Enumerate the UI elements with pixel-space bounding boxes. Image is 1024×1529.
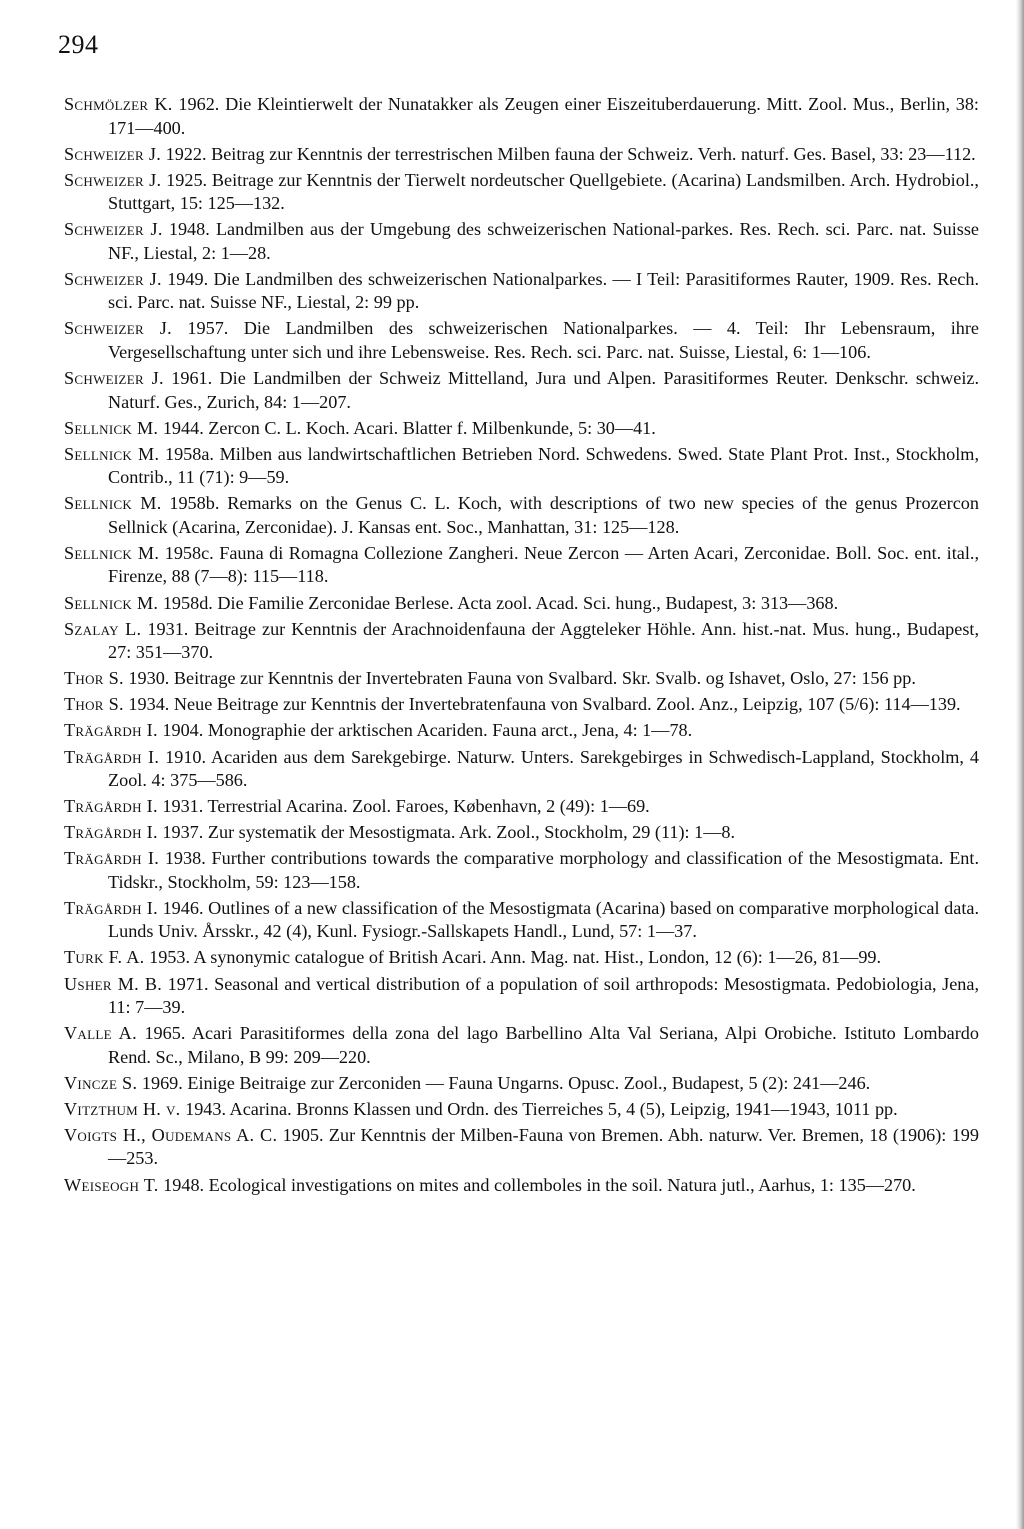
reference-entry [64,719,979,743]
reference-author: Thor S. [64,668,124,689]
reference-author: Trägårdh I. [64,796,158,817]
reference-entry [64,795,979,819]
reference-text: 1953. A synonymic catalogue of British Acari. Ann. Mag. nat. Hist., London, 12 (6): 1—26, 81—99. [144,947,882,968]
reference-author: Vincze S. [64,1072,138,1093]
reference-author: Schweizer J. [64,318,172,339]
reference-author: Schweizer J. [64,219,163,240]
reference-text: 1946. Outlines of a new classification of the Mesostigmata (Acarina) based on comparative morphological data. Lunds Univ. Årsskr., 42 (4), Kunl. Fysiogr.-Sallskapets Handl., Lund, 57: 1—37. [108,897,979,942]
reference-entry [64,218,979,265]
reference-text: 1948. Landmilben aus der Umgebung des schweizerischen National-parkes. Res. Rech. sci. Parc. nat. Suisse NF., Liestal, 2: 1—28. [108,219,979,263]
reference-entry [64,417,979,441]
reference-entry [64,542,979,589]
reference-text: 1922. Beitrag zur Kenntnis der terrestrischen Milben fauna der Schweiz. Verh. naturf. Ges. Basel, 33: 23—112. [161,143,976,164]
reference-entry [64,1098,979,1122]
reference-author: Usher M. B. [64,973,163,994]
reference-author: Sellnick M. [64,443,160,464]
reference-text: 1957. Die Landmilben des schweizerischen Nationalparkes. — 4. Teil: Ihr Lebensraum, ihre Vergesellschaftung unter sich und ihre Lebensweise. Res. Rech. sci. Parc. nat. Suisse, Liestal, 6: 1—106. [108,318,979,362]
reference-entry [64,492,979,539]
reference-text: 1910. Acariden aus dem Sarekgebirge. Naturw. Unters. Sarekgebirges in Schwedisch-Lappland, Stockholm, 4 Zool. 4: 375—586. [108,746,979,790]
reference-author: Trägårdh I. [64,822,158,843]
reference-entry [64,667,979,691]
reference-text: 1938. Further contributions towards the comparative morphology and classification of the Mesostigmata. Ent. Tidskr., Stockholm, 59: 123—158. [108,848,979,892]
reference-text: 1905. Zur Kenntnis der Milben-Fauna von Bremen. Abh. naturw. Ver. Bremen, 18 (1906): 199—253. [108,1124,979,1169]
reference-entry [64,821,979,845]
reference-author: Sellnick M. [64,592,159,613]
reference-text: 1937. Zur systematik der Mesostigmata. Ark. Zool., Stockholm, 29 (11): 1—8. [157,822,736,843]
reference-text: 1943. Acarina. Bronns Klassen und Ordn. des Tierreiches 5, 4 (5), Leipzig, 1941—1943, 1011 pp. [180,1098,898,1119]
scan-edge-shadow [1016,0,1024,1529]
reference-author: Trägårdh I. [64,746,160,767]
reference-author: Trägårdh I. [64,720,158,741]
reference-text: 1958a. Milben aus landwirtschaftlichen Betrieben Nord. Schwedens. Swed. State Plant Prot. Inst., Stockholm, Contrib., 11 (71): 9—59. [108,443,979,488]
reference-text: 1961. Die Landmilben der Schweiz Mittelland, Jura und Alpen. Parasitiformes Reuter. Denkschr. schweiz. Naturf. Ges., Zurich, 84: 1—207. [108,368,979,412]
reference-entry [64,1124,979,1171]
reference-text: 1971. Seasonal and vertical distribution of a population of soil arthropods: Mesostigmata. Pedobiologia, Jena, 11: 7—39. [108,973,979,1018]
reference-author: Sellnick M. [64,417,159,438]
reference-entry [64,1072,979,1096]
reference-entry [64,973,979,1020]
reference-text: 1925. Beitrage zur Kenntnis der Tierwelt nordeutscher Quellgebiete. (Acarina) Landsmilben. Arch. Hydrobiol., Stuttgart, 15: 125—132. [108,169,979,214]
reference-text: 1965. Acari Parasitiformes della zona del lago Barbellino Alta Val Seriana, Alpi Orobiche. Istituto Lombardo Rend. Sc., Milano, B 99: 209—220. [108,1023,979,1067]
reference-entry [64,1174,979,1198]
reference-text: 1931. Beitrage zur Kenntnis der Arachnoidenfauna der Aggteleker Höhle. Ann. hist.-nat. Mus. hung., Budapest, 27: 351—370. [108,618,980,663]
reference-text: 1958c. Fauna di Romagna Collezione Zangheri. Neue Zercon — Arten Acari, Zerconidae. Boll. Soc. ent. ital., Firenze, 88 (7—8): 115—118. [108,542,979,587]
reference-text: 1949. Die Landmilben des schweizerischen Nationalparkes. — I Teil: Parasitiformes Rauter, 1909. Res. Rech. sci. Parc. nat. Suisse NF., Liestal, 2: 99 pp. [108,268,980,313]
reference-author: Trägårdh I. [64,897,158,918]
reference-entry [64,746,979,793]
reference-author: Schmölzer K. [64,94,173,114]
reference-author: Schweizer J. [64,368,164,389]
reference-entry [64,847,979,894]
reference-entry [64,897,979,944]
reference-author: Trägårdh I. [64,848,160,869]
reference-text: 1958b. Remarks on the Genus C. L. Koch, with descriptions of two new species of the genus Prozercon Sellnick (Acarina, Zerconidae). J. Kansas ent. Soc., Manhattan, 31: 125—128. [108,493,979,537]
reference-entry [64,946,979,970]
reference-entry [64,1022,979,1069]
reference-author: Weiseogh T. [64,1174,159,1195]
reference-author: Sellnick M. [64,493,162,514]
reference-entry [64,143,979,167]
reference-author: Sellnick M. [64,542,160,563]
reference-author: Valle A. [64,1023,137,1044]
reference-text: 1969. Einige Beitraige zur Zerconiden — Fauna Ungarns. Opusc. Zool., Budapest, 5 (2): 241—246. [137,1072,871,1093]
reference-entry [64,268,979,315]
reference-author: Schweizer J. [64,143,162,164]
reference-text: 1958d. Die Familie Zerconidae Berlese. Acta zool. Acad. Sci. hung., Budapest, 3: 313—368. [158,592,839,613]
reference-author: Szalay L. [64,618,142,639]
reference-entry [64,317,979,364]
reference-text: 1934. Neue Beitrage zur Kenntnis der Invertebratenfauna von Svalbard. Zool. Anz., Leipzig, 107 (5/6): 114—139. [123,694,961,715]
reference-entry [64,592,979,616]
reference-list [64,93,979,1200]
reference-entry [64,443,979,490]
reference-author: Schweizer J. [64,169,162,190]
reference-text: 1930. Beitrage zur Kenntnis der Invertebraten Fauna von Svalbard. Skr. Svalb. og Ishavet, Oslo, 27: 156 pp. [123,668,916,689]
reference-entry [64,618,979,665]
reference-author: Schweizer J. [64,268,162,289]
reference-entry [64,367,979,414]
reference-text: 1962. Die Kleintierwelt der Nunatakker als Zeugen einer Eiszeituberdauerung. Mitt. Zool. Mus., Berlin, 38: 171—400. [108,94,979,138]
reference-author: Thor S. [64,694,124,715]
reference-text: 1931. Terrestrial Acarina. Zool. Faroes, København, 2 (49): 1—69. [157,796,650,817]
reference-entry [64,93,979,140]
reference-author: Vitzthum H. v. [64,1098,181,1119]
reference-text: 1944. Zercon C. L. Koch. Acari. Blatter f. Milbenkunde, 5: 30—41. [158,417,656,438]
reference-author: Voigts H., Oudemans A. C. [64,1124,278,1145]
reference-text: 1904. Monographie der arktischen Acariden. Fauna arct., Jena, 4: 1—78. [157,720,693,741]
page-number: 294 [58,30,99,59]
reference-entry [64,169,979,216]
reference-author: Turk F. A. [64,947,145,968]
reference-text: 1948. Ecological investigations on mites and collemboles in the soil. Natura jutl., Aarhus, 1: 135—270. [158,1174,916,1195]
reference-entry [64,693,979,717]
